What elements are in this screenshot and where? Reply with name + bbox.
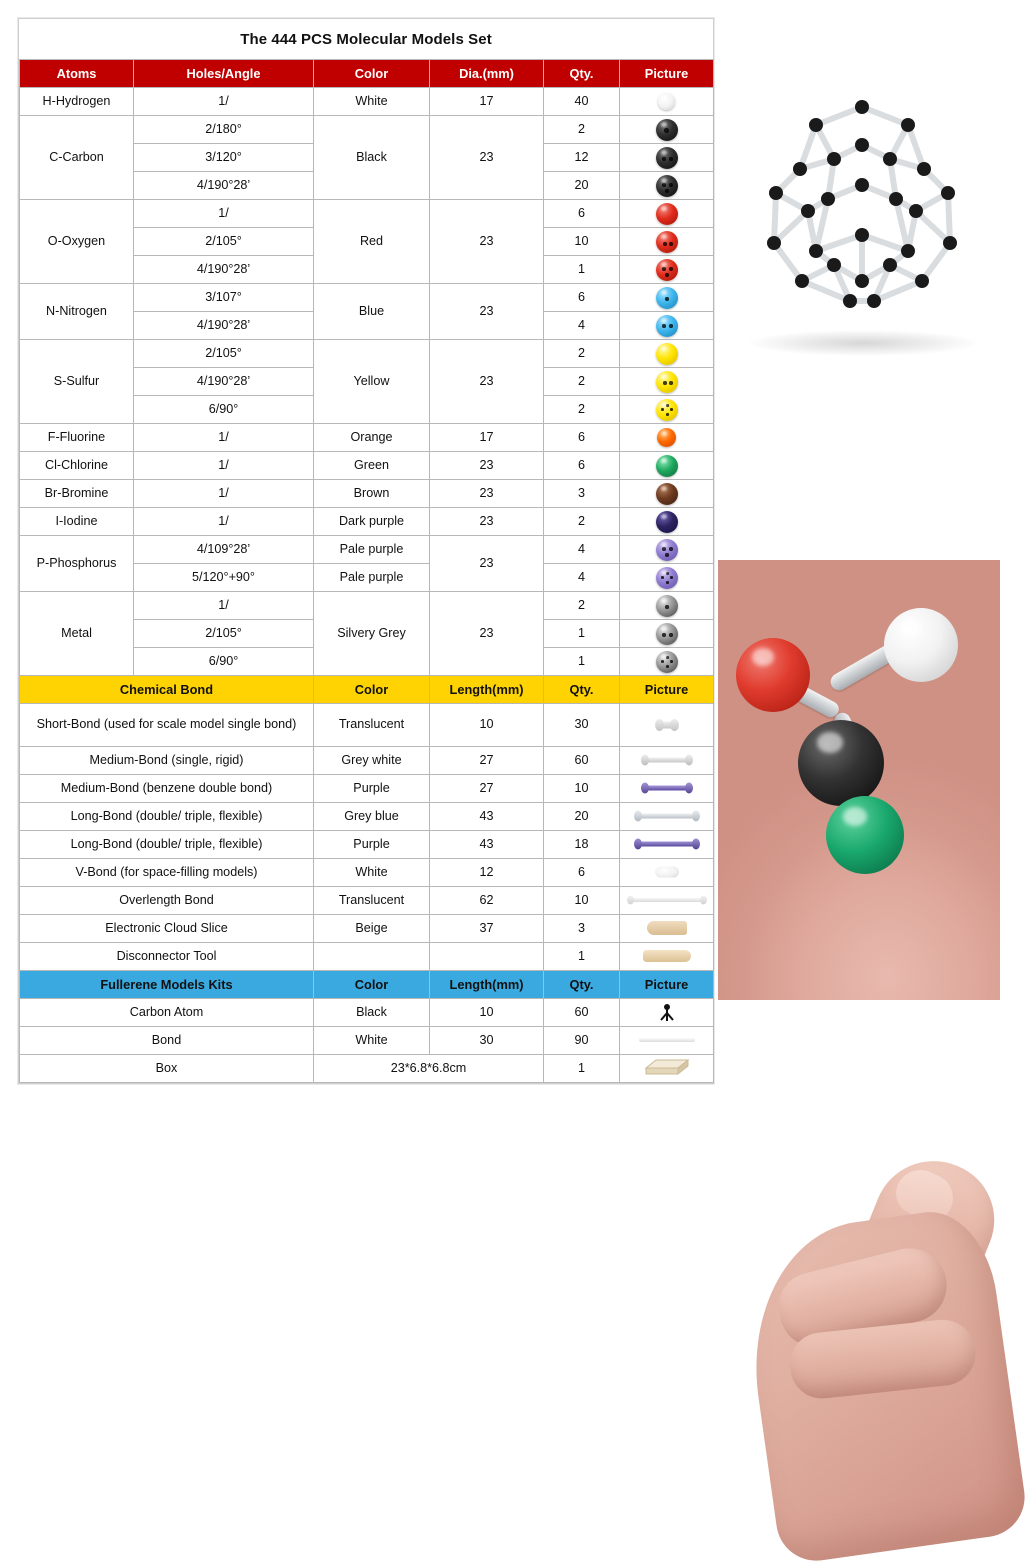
bond-qty: 10 bbox=[544, 775, 620, 803]
fullerene-color: Black bbox=[314, 999, 430, 1027]
fullerene-length: 30 bbox=[430, 1027, 544, 1055]
fullerene-picture bbox=[620, 1055, 714, 1083]
col-header-bond-color: Color bbox=[314, 676, 430, 704]
table-row bbox=[20, 284, 714, 312]
atom-holes: 2/105° bbox=[134, 620, 314, 648]
short-bond-icon bbox=[655, 717, 679, 733]
spec-table bbox=[19, 59, 714, 1083]
black-sphere-icon bbox=[656, 119, 678, 141]
table-row bbox=[20, 887, 714, 915]
atom-dia: 23 bbox=[430, 284, 544, 340]
atom-picture bbox=[620, 144, 714, 172]
atom-picture bbox=[620, 172, 714, 200]
col-header-bond-picture: Picture bbox=[620, 676, 714, 704]
atom-picture bbox=[620, 312, 714, 340]
page-title: The 444 PCS Molecular Models Set bbox=[240, 31, 492, 48]
atom-dia: 17 bbox=[430, 424, 544, 452]
bond-qty: 3 bbox=[544, 915, 620, 943]
silvery-grey-sphere-icon bbox=[656, 651, 678, 673]
atom-qty: 2 bbox=[544, 340, 620, 368]
table-row bbox=[20, 200, 714, 228]
bond-qty: 18 bbox=[544, 831, 620, 859]
bond-name: Electronic Cloud Slice bbox=[20, 915, 314, 943]
electronic-cloud-slice-icon bbox=[647, 920, 687, 936]
atom-qty: 2 bbox=[544, 396, 620, 424]
table-row bbox=[20, 1055, 714, 1083]
atom-holes: 1/ bbox=[134, 480, 314, 508]
atom-name: Br-Bromine bbox=[20, 480, 134, 508]
atom-qty: 3 bbox=[544, 480, 620, 508]
atom-dia: 23 bbox=[430, 592, 544, 676]
bond-color: Translucent bbox=[314, 704, 430, 747]
table-row bbox=[20, 803, 714, 831]
bond-qty: 6 bbox=[544, 859, 620, 887]
atom-color: Pale purple bbox=[314, 564, 430, 592]
atom-picture bbox=[620, 480, 714, 508]
atom-qty: 2 bbox=[544, 116, 620, 144]
atom-holes: 5/120°+90° bbox=[134, 564, 314, 592]
col-header-fullerene-qty: Qty. bbox=[544, 971, 620, 999]
white-atom-ball bbox=[884, 608, 958, 682]
atom-color: Silvery Grey bbox=[314, 592, 430, 676]
table-row bbox=[20, 116, 714, 144]
atom-picture bbox=[620, 592, 714, 620]
bond-length: 27 bbox=[430, 747, 544, 775]
table-row bbox=[20, 859, 714, 887]
atom-qty: 2 bbox=[544, 592, 620, 620]
atom-qty: 12 bbox=[544, 144, 620, 172]
bond-length: 27 bbox=[430, 775, 544, 803]
atom-name: P-Phosphorus bbox=[20, 536, 134, 592]
long-bond-purple-icon bbox=[634, 837, 700, 851]
atom-picture bbox=[620, 564, 714, 592]
atom-picture bbox=[620, 508, 714, 536]
silvery-grey-sphere-icon bbox=[656, 595, 678, 617]
atom-color: Yellow bbox=[314, 340, 430, 424]
col-header-bond-length: Length(mm) bbox=[430, 676, 544, 704]
table-row bbox=[20, 1027, 714, 1055]
atom-name: C-Carbon bbox=[20, 116, 134, 200]
bond-name: Medium-Bond (benzene double bond) bbox=[20, 775, 314, 803]
bond-picture bbox=[620, 831, 714, 859]
col-header-bond-qty: Qty. bbox=[544, 676, 620, 704]
atom-name: S-Sulfur bbox=[20, 340, 134, 424]
bond-color: Translucent bbox=[314, 887, 430, 915]
overlength-bond-icon bbox=[627, 894, 707, 906]
black-sphere-icon bbox=[656, 175, 678, 197]
fullerene-item: Bond bbox=[20, 1027, 314, 1055]
atom-dia: 23 bbox=[430, 536, 544, 592]
atom-name: F-Fluorine bbox=[20, 424, 134, 452]
bond-picture bbox=[620, 887, 714, 915]
bond-qty: 60 bbox=[544, 747, 620, 775]
atom-picture bbox=[620, 228, 714, 256]
green-sphere-icon bbox=[656, 455, 678, 477]
table-row bbox=[20, 704, 714, 747]
white-stick-icon bbox=[639, 1035, 695, 1045]
atom-picture bbox=[620, 424, 714, 452]
atom-picture bbox=[620, 536, 714, 564]
fullerene-item: Box bbox=[20, 1055, 314, 1083]
bond-name: Long-Bond (double/ triple, flexible) bbox=[20, 803, 314, 831]
atom-holes: 1/ bbox=[134, 200, 314, 228]
col-header-color: Color bbox=[314, 60, 430, 88]
table-row bbox=[20, 999, 714, 1027]
dark-purple-sphere-icon bbox=[656, 511, 678, 533]
fullerene-box-size: 23*6.8*6.8cm bbox=[314, 1055, 544, 1083]
fullerene-shadow bbox=[748, 330, 978, 356]
bond-length: 62 bbox=[430, 887, 544, 915]
pale-purple-sphere-icon bbox=[656, 567, 678, 589]
table-row bbox=[20, 831, 714, 859]
atom-qty: 40 bbox=[544, 88, 620, 116]
atom-name: O-Oxygen bbox=[20, 200, 134, 284]
atom-picture bbox=[620, 256, 714, 284]
atom-picture bbox=[620, 200, 714, 228]
blue-sphere-icon bbox=[656, 315, 678, 337]
fullerene-qty: 1 bbox=[544, 1055, 620, 1083]
bond-picture bbox=[620, 943, 714, 971]
fullerene-color: White bbox=[314, 1027, 430, 1055]
white-sphere-icon bbox=[658, 93, 675, 110]
product-photo-panel bbox=[718, 0, 1000, 1000]
bond-color: Grey white bbox=[314, 747, 430, 775]
atom-holes: 6/90° bbox=[134, 396, 314, 424]
atom-holes: 4/190°28’ bbox=[134, 172, 314, 200]
atom-holes: 4/190°28’ bbox=[134, 368, 314, 396]
atom-dia: 23 bbox=[430, 340, 544, 424]
fullerene-model-image bbox=[730, 85, 994, 335]
table-row bbox=[20, 340, 714, 368]
atom-qty: 6 bbox=[544, 200, 620, 228]
atom-color: Green bbox=[314, 452, 430, 480]
atom-name: H-Hydrogen bbox=[20, 88, 134, 116]
medium-bond-grey-icon bbox=[641, 753, 693, 767]
pale-purple-sphere-icon bbox=[656, 539, 678, 561]
fullerene-picture bbox=[620, 999, 714, 1027]
atom-picture bbox=[620, 396, 714, 424]
atom-qty: 6 bbox=[544, 424, 620, 452]
atom-qty: 4 bbox=[544, 536, 620, 564]
black-atom-ball bbox=[798, 720, 884, 806]
carbon-atom-cluster-icon bbox=[655, 1004, 679, 1022]
green-atom-ball bbox=[826, 796, 904, 874]
atom-name: Cl-Chlorine bbox=[20, 452, 134, 480]
bond-name: Overlength Bond bbox=[20, 887, 314, 915]
black-sphere-icon bbox=[656, 147, 678, 169]
red-sphere-icon bbox=[656, 259, 678, 281]
atom-holes: 1/ bbox=[134, 592, 314, 620]
atom-dia: 23 bbox=[430, 508, 544, 536]
silvery-grey-sphere-icon bbox=[656, 623, 678, 645]
atom-qty: 20 bbox=[544, 172, 620, 200]
table-row bbox=[20, 424, 714, 452]
bond-picture bbox=[620, 747, 714, 775]
red-sphere-icon bbox=[656, 231, 678, 253]
fullerene-length: 10 bbox=[430, 999, 544, 1027]
col-header-picture: Picture bbox=[620, 60, 714, 88]
atom-qty: 4 bbox=[544, 564, 620, 592]
atom-dia: 23 bbox=[430, 116, 544, 200]
fullerene-item: Carbon Atom bbox=[20, 999, 314, 1027]
atom-holes: 1/ bbox=[134, 88, 314, 116]
atom-color: Pale purple bbox=[314, 536, 430, 564]
atom-holes: 2/180° bbox=[134, 116, 314, 144]
atom-qty: 1 bbox=[544, 256, 620, 284]
atom-color: Red bbox=[314, 200, 430, 284]
atom-color: Blue bbox=[314, 284, 430, 340]
table-row bbox=[20, 775, 714, 803]
atom-picture bbox=[620, 452, 714, 480]
col-header-fullerene-color: Color bbox=[314, 971, 430, 999]
bond-length bbox=[430, 943, 544, 971]
table-row bbox=[20, 592, 714, 620]
table-row bbox=[20, 747, 714, 775]
atom-qty: 4 bbox=[544, 312, 620, 340]
atom-name: Metal bbox=[20, 592, 134, 676]
bond-color: Purple bbox=[314, 831, 430, 859]
atom-dia: 17 bbox=[430, 88, 544, 116]
bond-qty: 10 bbox=[544, 887, 620, 915]
atom-color: Dark purple bbox=[314, 508, 430, 536]
bond-qty: 20 bbox=[544, 803, 620, 831]
atom-holes: 6/90° bbox=[134, 648, 314, 676]
col-header-holes: Holes/Angle bbox=[134, 60, 314, 88]
col-header-chemical-bond: Chemical Bond bbox=[20, 676, 314, 704]
atoms-header-row bbox=[20, 60, 714, 88]
bond-header-row bbox=[20, 676, 714, 704]
fullerene-qty: 60 bbox=[544, 999, 620, 1027]
yellow-sphere-icon bbox=[656, 371, 678, 393]
yellow-sphere-icon bbox=[656, 343, 678, 365]
atom-picture bbox=[620, 284, 714, 312]
col-header-atoms: Atoms bbox=[20, 60, 134, 88]
atom-holes: 4/190°28’ bbox=[134, 312, 314, 340]
atom-color: Black bbox=[314, 116, 430, 200]
fullerene-header-row bbox=[20, 971, 714, 999]
bond-color: Beige bbox=[314, 915, 430, 943]
bond-color: White bbox=[314, 859, 430, 887]
atom-holes: 3/107° bbox=[134, 284, 314, 312]
fullerene-picture bbox=[620, 1027, 714, 1055]
table-row bbox=[20, 480, 714, 508]
bond-name: V-Bond (for space-filling models) bbox=[20, 859, 314, 887]
table-row bbox=[20, 915, 714, 943]
atom-color: White bbox=[314, 88, 430, 116]
yellow-sphere-icon bbox=[656, 399, 678, 421]
bond-picture bbox=[620, 704, 714, 747]
atom-color: Brown bbox=[314, 480, 430, 508]
long-bond-grey-icon bbox=[634, 809, 700, 823]
disconnector-tool-icon bbox=[643, 948, 691, 964]
v-bond-icon bbox=[654, 865, 680, 879]
atom-picture bbox=[620, 620, 714, 648]
atom-holes: 1/ bbox=[134, 424, 314, 452]
orange-sphere-icon bbox=[657, 428, 676, 447]
col-header-qty: Qty. bbox=[544, 60, 620, 88]
atom-holes: 4/190°28’ bbox=[134, 256, 314, 284]
col-header-fullerene-picture: Picture bbox=[620, 971, 714, 999]
bond-length: 12 bbox=[430, 859, 544, 887]
atom-qty: 2 bbox=[544, 368, 620, 396]
atom-holes: 2/105° bbox=[134, 340, 314, 368]
bond-picture bbox=[620, 915, 714, 943]
atom-qty: 10 bbox=[544, 228, 620, 256]
atom-picture bbox=[620, 648, 714, 676]
blue-sphere-icon bbox=[656, 287, 678, 309]
brown-sphere-icon bbox=[656, 483, 678, 505]
atom-picture bbox=[620, 368, 714, 396]
bond-color: Grey blue bbox=[314, 803, 430, 831]
atom-dia: 23 bbox=[430, 200, 544, 284]
medium-bond-purple-icon bbox=[641, 781, 693, 795]
atom-name: I-Iodine bbox=[20, 508, 134, 536]
atom-holes: 2/105° bbox=[134, 228, 314, 256]
bond-color bbox=[314, 943, 430, 971]
col-header-fullerene: Fullerene Models Kits bbox=[20, 971, 314, 999]
table-row bbox=[20, 508, 714, 536]
table-row bbox=[20, 452, 714, 480]
atom-holes: 4/109°28’ bbox=[134, 536, 314, 564]
table-row bbox=[20, 88, 714, 116]
atom-qty: 1 bbox=[544, 620, 620, 648]
atom-dia: 23 bbox=[430, 452, 544, 480]
red-sphere-icon bbox=[656, 203, 678, 225]
bond-name: Long-Bond (double/ triple, flexible) bbox=[20, 831, 314, 859]
col-header-fullerene-length: Length(mm) bbox=[430, 971, 544, 999]
bond-name: Disconnector Tool bbox=[20, 943, 314, 971]
atom-dia: 23 bbox=[430, 480, 544, 508]
bond-name: Medium-Bond (single, rigid) bbox=[20, 747, 314, 775]
atom-qty: 1 bbox=[544, 648, 620, 676]
bond-name: Short-Bond (used for scale model single bond) bbox=[20, 704, 314, 747]
atom-picture bbox=[620, 340, 714, 368]
fullerene-photo bbox=[718, 0, 1000, 560]
atom-qty: 2 bbox=[544, 508, 620, 536]
atom-holes: 1/ bbox=[134, 508, 314, 536]
molecular-model-photo bbox=[718, 580, 1000, 900]
atom-color: Orange bbox=[314, 424, 430, 452]
atom-qty: 6 bbox=[544, 284, 620, 312]
bond-picture bbox=[620, 775, 714, 803]
bond-length: 43 bbox=[430, 831, 544, 859]
table-row bbox=[20, 943, 714, 971]
spec-sheet bbox=[18, 18, 714, 1084]
atom-qty: 6 bbox=[544, 452, 620, 480]
atom-picture bbox=[620, 116, 714, 144]
bond-picture bbox=[620, 859, 714, 887]
atom-holes: 1/ bbox=[134, 452, 314, 480]
bond-qty: 1 bbox=[544, 943, 620, 971]
bond-length: 10 bbox=[430, 704, 544, 747]
red-atom-ball bbox=[736, 638, 810, 712]
atom-name: N-Nitrogen bbox=[20, 284, 134, 340]
col-header-dia: Dia.(mm) bbox=[430, 60, 544, 88]
bond-length: 37 bbox=[430, 915, 544, 943]
bond-color: Purple bbox=[314, 775, 430, 803]
fullerene-qty: 90 bbox=[544, 1027, 620, 1055]
bond-qty: 30 bbox=[544, 704, 620, 747]
bond-length: 43 bbox=[430, 803, 544, 831]
atom-holes: 3/120° bbox=[134, 144, 314, 172]
table-row bbox=[20, 536, 714, 564]
atom-picture bbox=[620, 88, 714, 116]
box-icon bbox=[644, 1056, 690, 1076]
bond-picture bbox=[620, 803, 714, 831]
